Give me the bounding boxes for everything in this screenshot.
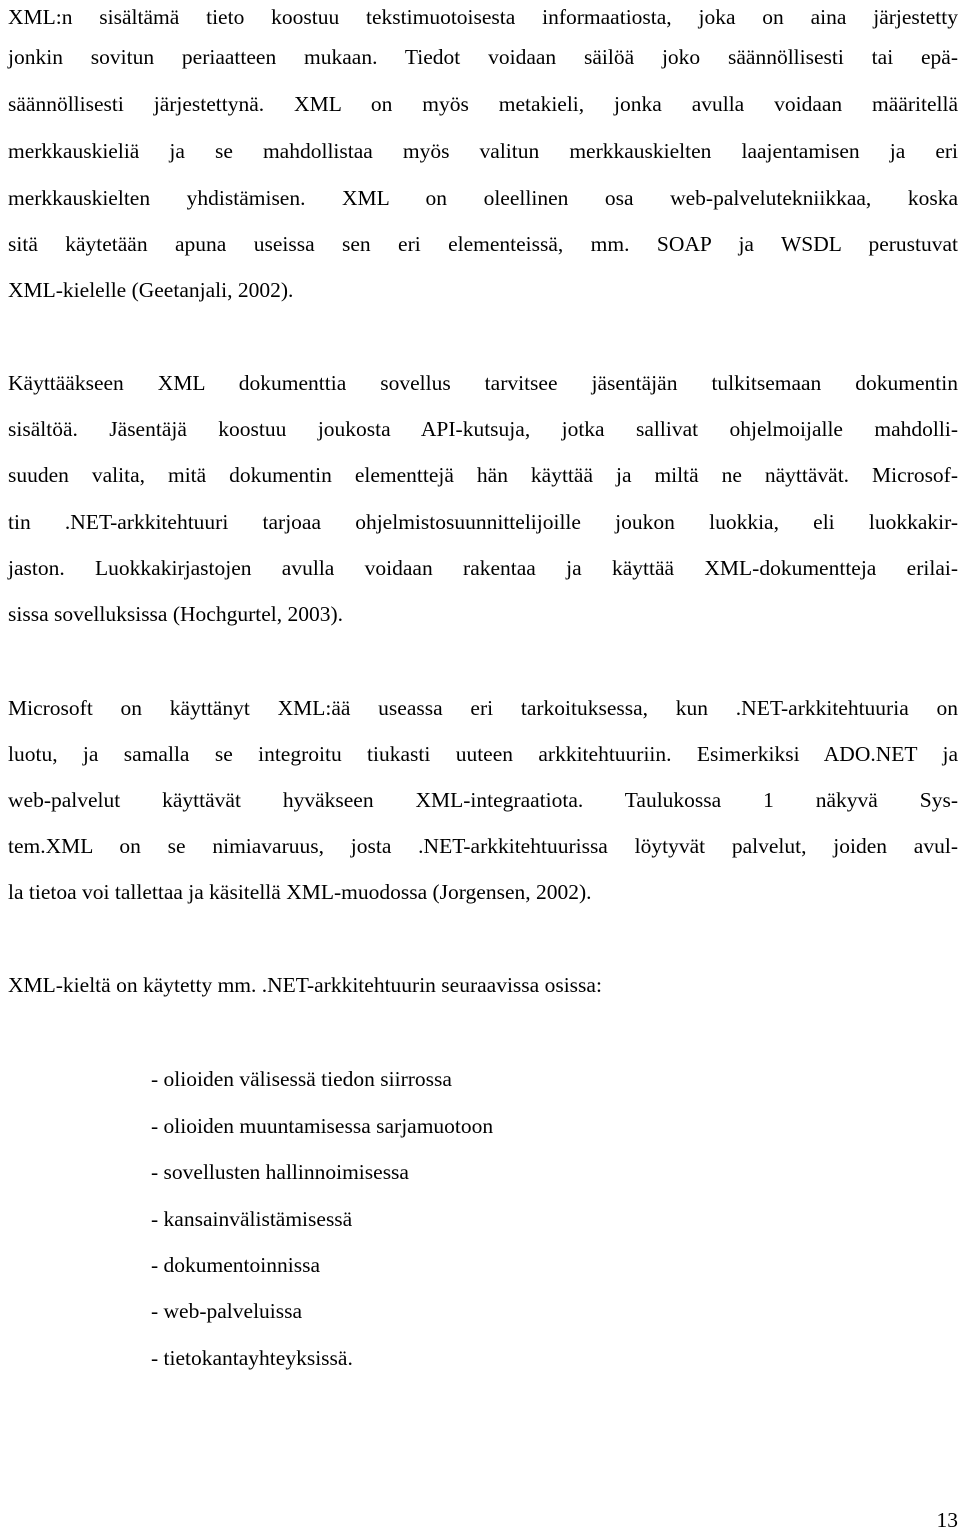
paragraph-line: sissa sovelluksissa (Hochgurtel, 2003). — [8, 602, 344, 626]
paragraph-line: XML-kielelle (Geetanjali, 2002). — [8, 278, 294, 302]
paragraph-line: web-palvelut käyttävät hyväkseen XML-integraatiota. Taulukossa 1 näkyvä Sys- — [8, 788, 958, 812]
paragraph-line: Käyttääkseen XML dokumenttia sovellus tarvitsee jäsentäjän tulkitsemaan dokumentin — [8, 371, 958, 395]
paragraph-line: jaston. Luokkakirjastojen avulla voidaan rakentaa ja käyttää XML-dokumentteja erilai- — [8, 556, 958, 580]
paragraph-line: merkkauskieliä ja se mahdollistaa myös valitun merkkauskielten laajentamisen ja eri — [8, 139, 958, 163]
paragraph-line: sisältöä. Jäsentäjä koostuu joukosta API-kutsuja, jotka sallivat ohjelmoijalle mahdolli- — [8, 417, 958, 441]
list-item: - dokumentoinnissa — [151, 1253, 320, 1277]
paragraph-line: tem.XML on se nimiavaruus, josta .NET-arkkitehtuurissa löytyvät palvelut, joiden avul- — [8, 834, 958, 858]
page-number: 13 — [936, 1508, 958, 1532]
paragraph-line: XML-kieltä on käytetty mm. .NET-arkkitehtuurin seuraavissa osissa: — [8, 973, 602, 997]
paragraph-line: tin .NET-arkkitehtuuri tarjoaa ohjelmistosuunnittelijoille joukon luokkia, eli luokkakir- — [8, 510, 958, 534]
list-item: - kansainvälistämisessä — [151, 1207, 353, 1231]
paragraph-line: jonkin sovitun periaatteen mukaan. Tiedot voidaan säilöä joko säännöllisesti tai epä- — [8, 45, 958, 69]
paragraph-line: luotu, ja samalla se integroitu tiukasti uuteen arkkitehtuuriin. Esimerkiksi ADO.NET ja — [8, 742, 958, 766]
paragraph-line: sitä käytetään apuna useissa sen eri elementeissä, mm. SOAP ja WSDL perustuvat — [8, 232, 958, 256]
list-item: - olioiden välisessä tiedon siirrossa — [151, 1067, 452, 1091]
list-item: - olioiden muuntamisessa sarjamuotoon — [151, 1114, 494, 1138]
list-item: - web-palveluissa — [151, 1299, 303, 1323]
list-item: - sovellusten hallinnoimisessa — [151, 1160, 409, 1184]
paragraph-line: la tietoa voi tallettaa ja käsitellä XML-muodossa (Jorgensen, 2002). — [8, 880, 592, 904]
paragraph-line: merkkauskielten yhdistämisen. XML on oleellinen osa web-palvelutekniikkaa, koska — [8, 186, 958, 210]
paragraph-line: säännöllisesti järjestettynä. XML on myös metakieli, jonka avulla voidaan määritellä — [8, 92, 958, 116]
list-item: - tietokantayhteyksissä. — [151, 1346, 353, 1370]
paragraph-line: suuden valita, mitä dokumentin elementtejä hän käyttää ja miltä ne näyttävät. Microsof- — [8, 463, 958, 487]
paragraph-line: XML:n sisältämä tieto koostuu tekstimuotoisesta informaatiosta, joka on aina järjestetty — [8, 5, 958, 29]
paragraph-line: Microsoft on käyttänyt XML:ää useassa eri tarkoituksessa, kun .NET-arkkitehtuuria on — [8, 696, 958, 720]
